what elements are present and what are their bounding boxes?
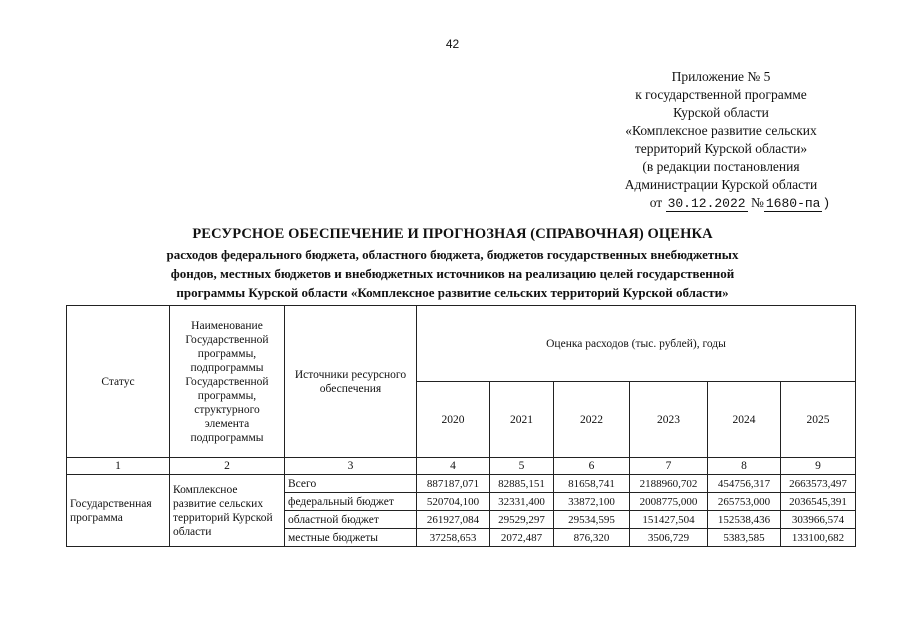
row-source: федеральный бюджет — [285, 493, 417, 511]
header-status: Статус — [67, 306, 170, 458]
row-source: Всего — [285, 475, 417, 493]
table-cell: 33872,100 — [554, 493, 630, 511]
header-year: 2022 — [554, 382, 630, 458]
table-cell: 265753,000 — [708, 493, 781, 511]
table-cell: 29529,297 — [490, 511, 554, 529]
header-year: 2021 — [490, 382, 554, 458]
table-cell: 876,320 — [554, 529, 630, 547]
table-cell: 82885,151 — [490, 475, 554, 493]
header-sources: Источники ресурсного обеспечения — [285, 306, 417, 458]
header-name: Наименование Государственной программы, подпрограммы Государственной программы, структурного элемента подпрограммы — [170, 306, 285, 458]
table-cell: 133100,682 — [781, 529, 856, 547]
row-source: областной бюджет — [285, 511, 417, 529]
appendix-line: территорий Курской области» — [634, 141, 808, 156]
column-number: 1 — [67, 458, 170, 475]
heading-line: программы Курской области «Комплексное развитие сельских территорий Курской области» — [176, 285, 729, 300]
date-prefix: от — [649, 195, 663, 210]
resource-table — [66, 305, 856, 547]
appendix-line: Администрации Курской области — [624, 177, 818, 192]
appendix-line: Приложение № 5 — [671, 69, 771, 84]
table-cell: 37258,653 — [417, 529, 490, 547]
heading-title: РЕСУРСНОЕ ОБЕСПЕЧЕНИЕ И ПРОГНОЗНАЯ (СПРАВОЧНАЯ) ОЦЕНКА — [192, 226, 713, 242]
appendix-line: «Комплексное развитие сельских — [625, 123, 817, 138]
table-cell: 32331,400 — [490, 493, 554, 511]
table-cell: 29534,595 — [554, 511, 630, 529]
table-cell: 2188960,702 — [630, 475, 708, 493]
column-number: 4 — [417, 458, 490, 475]
heading-line: расходов федерального бюджета, областного бюджета, бюджетов государственных внебюджетных — [166, 247, 739, 262]
column-number: 9 — [781, 458, 856, 475]
row-program-name: Комплексное развитие сельских территорий Курской области — [170, 475, 285, 547]
table-cell: 303966,574 — [781, 511, 856, 529]
appendix-date-line — [590, 194, 852, 213]
decree-date: 30.12.2022 — [667, 196, 746, 211]
document-heading — [0, 224, 905, 302]
table-cell: 261927,084 — [417, 511, 490, 529]
closing-paren: ) — [822, 196, 831, 211]
table-cell: 887187,071 — [417, 475, 490, 493]
table-cell: 2008775,000 — [630, 493, 708, 511]
header-estimate: Оценка расходов (тыс. рублей), годы — [417, 306, 856, 382]
table-cell: 3506,729 — [630, 529, 708, 547]
appendix-block — [590, 68, 852, 213]
heading-line: фондов, местных бюджетов и внебюджетных источников на реализацию целей государственной — [170, 266, 735, 281]
table-cell: 81658,741 — [554, 475, 630, 493]
appendix-line: к государственной программе — [635, 87, 807, 102]
table-row — [67, 475, 856, 493]
header-year: 2024 — [708, 382, 781, 458]
table-cell: 2036545,391 — [781, 493, 856, 511]
column-number: 6 — [554, 458, 630, 475]
column-number: 2 — [170, 458, 285, 475]
table-cell: 2663573,497 — [781, 475, 856, 493]
appendix-line: (в редакции постановления — [642, 159, 800, 174]
column-number: 3 — [285, 458, 417, 475]
column-number: 7 — [630, 458, 708, 475]
column-number: 8 — [708, 458, 781, 475]
table-cell: 152538,436 — [708, 511, 781, 529]
decree-number: 1680-па — [765, 196, 821, 211]
table-cell: 520704,100 — [417, 493, 490, 511]
column-number: 5 — [490, 458, 554, 475]
table-cell: 2072,487 — [490, 529, 554, 547]
appendix-line: Курской области — [673, 105, 769, 120]
header-year: 2023 — [630, 382, 708, 458]
row-source: местные бюджеты — [285, 529, 417, 547]
header-year: 2020 — [417, 382, 490, 458]
table-cell: 454756,317 — [708, 475, 781, 493]
page-number: 42 — [445, 37, 460, 51]
row-status: Государственная программа — [67, 475, 170, 547]
number-prefix: № — [750, 195, 764, 210]
table-cell: 151427,504 — [630, 511, 708, 529]
header-year: 2025 — [781, 382, 856, 458]
table-cell: 5383,585 — [708, 529, 781, 547]
